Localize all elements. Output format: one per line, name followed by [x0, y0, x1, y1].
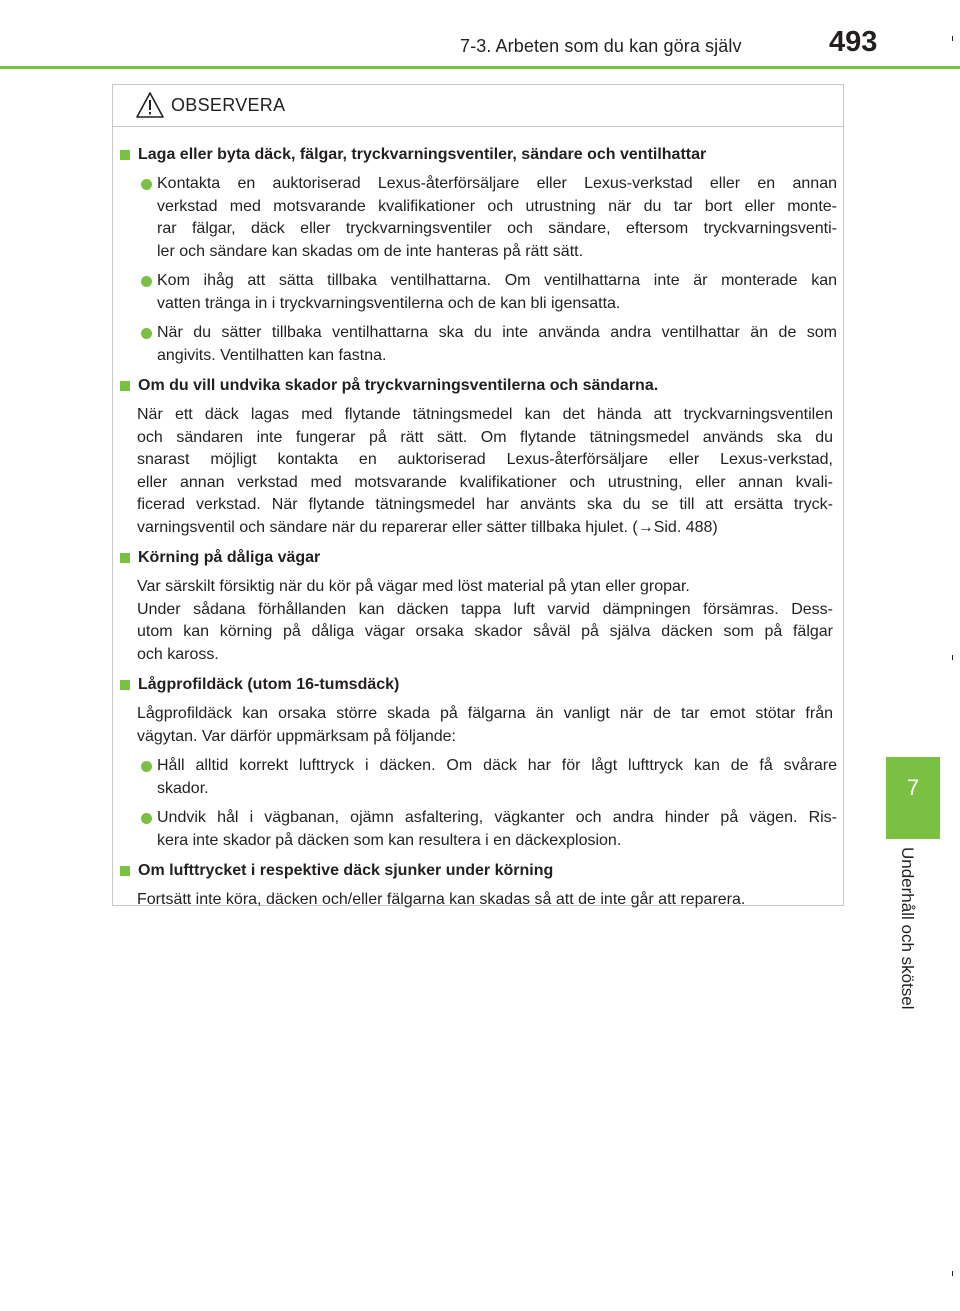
crop-mark [952, 1271, 953, 1276]
caution-content [113, 144, 845, 920]
list-item: Håll alltid korrekt lufttryck i däcken. Om däck har för lågt lufttryck kan de få svårare skador. [113, 755, 845, 800]
paragraph: Var särskilt försiktig när du kör på vägar med löst material på ytan eller gropar. Under sådana förhållanden kan däcken tappa luft varvid dämpningen försämras. Dess- utom kan körning på dåliga vägar orsaka skador såväl på själva däcken som på fälgar och kaross. [137, 578, 833, 663]
section-heading: Körning på dåliga vägar [113, 547, 845, 569]
round-bullet-icon [141, 328, 152, 339]
square-bullet-icon [120, 381, 130, 391]
paragraph: När ett däck lagas med flytande tätningsmedel kan det hända att tryckvarningsventilen och sändaren inte fungerar på rätt sätt. Om flytande tätningsmedel används ska du snarast möjligt kontakta en auktoriserad Lexus-återförsäljare eller Lexus-verkstad, eller annan verkstad med motsvarande kvalifikationer och utrustning, eller annan kvali- ficerad verkstad. När flytande tätningsmedel har använts ska du se till att ersätta tryck- varningsventil och sändare när du reparerar eller sätter tillbaka hjulet. (→Sid. 488) [137, 406, 833, 536]
section-heading: Laga eller byta däck, fälgar, tryckvarningsventiler, sändare och ventilhattar [113, 144, 845, 166]
round-bullet-icon [141, 813, 152, 824]
square-bullet-icon [120, 150, 130, 160]
chapter-number: 7 [906, 775, 920, 800]
chapter-tab [886, 757, 940, 839]
caution-box [112, 84, 844, 906]
header-rule [0, 66, 960, 69]
warning-triangle-icon [135, 91, 165, 119]
section-heading: Om du vill undvika skador på tryckvarningsventilerna och sändarna. [113, 375, 845, 397]
round-bullet-icon [141, 179, 152, 190]
square-bullet-icon [120, 680, 130, 690]
caution-title: OBSERVERA [171, 95, 286, 115]
round-bullet-icon [141, 761, 152, 772]
running-header: 7-3. Arbeten som du kan göra själv [460, 36, 742, 56]
crop-mark [952, 655, 953, 660]
paragraph: Fortsätt inte köra, däcken och/eller fälgarna kan skadas så att de inte går att reparera. [137, 891, 746, 908]
list-item: Kom ihåg att sätta tillbaka ventilhattarna. Om ventilhattarna inte är monterade kan vatten tränga in i tryckvarningsventilerna och de kan bli igensatta. [113, 270, 845, 315]
square-bullet-icon [120, 866, 130, 876]
paragraph: Lågprofildäck kan orsaka större skada på fälgarna än vanligt när de tar emot stötar från vägytan. Var därför uppmärksam på följande: [137, 705, 833, 745]
round-bullet-icon [141, 276, 152, 287]
section-heading: Om lufttrycket i respektive däck sjunker under körning [113, 860, 845, 882]
caution-header [113, 85, 843, 127]
chapter-title-text: Underhåll och skötsel [898, 847, 917, 1010]
list-item: Kontakta en auktoriserad Lexus-återförsäljare eller Lexus-verkstad eller en annan verkstad med motsvarande kvalifikationer och utrustning när du tar bort eller monte- rar fälgar, däck eller tryckvarningsventiler och sändare, eftersom tryckvarningsventi- ler och sändare kan skadas om de inte hanteras på rätt sätt. [113, 173, 845, 263]
list-item: Undvik hål i vägbanan, ojämn asfaltering, vägkanter och andra hinder på vägen. Ris- kera inte skador på däcken som kan resultera i en däckexplosion. [113, 807, 845, 852]
square-bullet-icon [120, 553, 130, 563]
chapter-title [897, 847, 921, 1037]
list-item: När du sätter tillbaka ventilhattarna ska du inte använda andra ventilhattar än de som angivits. Ventilhatten kan fastna. [113, 322, 845, 367]
crop-mark [952, 36, 953, 41]
section-heading: Lågprofildäck (utom 16-tumsdäck) [113, 674, 845, 696]
page-number: 493 [829, 26, 878, 58]
